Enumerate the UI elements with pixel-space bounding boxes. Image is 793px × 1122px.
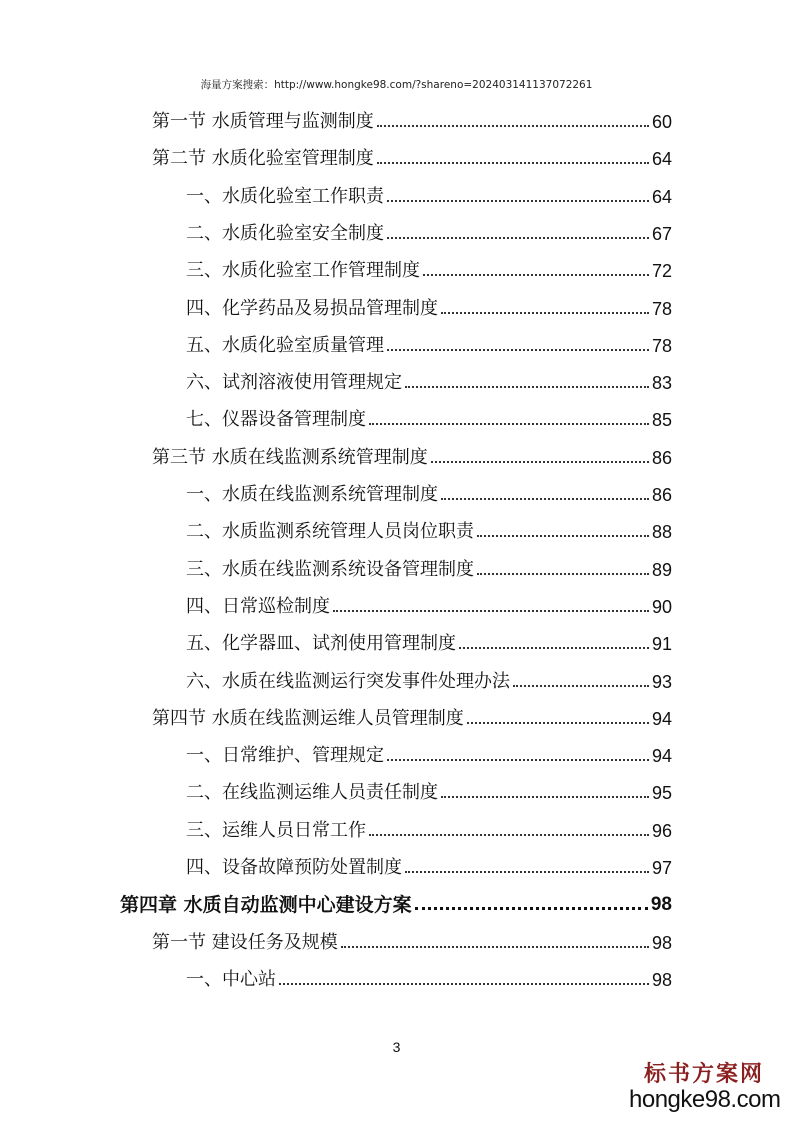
toc-entry-title: 一、日常维护、管理规定 <box>186 745 384 766</box>
toc-entry[interactable] <box>152 103 672 133</box>
toc-entry[interactable] <box>186 476 672 506</box>
toc-entry-title: 五、化学器皿、试剂使用管理制度 <box>186 633 456 654</box>
toc-entry-page: 93 <box>651 672 672 692</box>
toc-entry-page: 78 <box>651 299 672 319</box>
toc-dot-leader <box>441 312 649 314</box>
toc-entry[interactable] <box>186 513 672 543</box>
toc-entry[interactable] <box>186 290 672 320</box>
toc-dot-leader <box>377 162 649 164</box>
toc-entry-page: 85 <box>651 410 672 430</box>
toc-entry-page: 88 <box>651 522 672 542</box>
toc-dot-leader <box>279 983 649 985</box>
toc-entry[interactable] <box>152 700 672 730</box>
toc-dot-leader <box>333 610 649 612</box>
page-number: 3 <box>392 1039 401 1055</box>
toc-entry-title: 第四章 水质自动监测中心建设方案 <box>120 894 412 916</box>
toc-entry-page: 95 <box>651 783 672 803</box>
toc-entry[interactable] <box>186 812 672 842</box>
toc-entry[interactable] <box>186 737 672 767</box>
toc-dot-leader <box>369 423 649 425</box>
toc-entry-page: 91 <box>651 634 672 654</box>
watermark-en-text: hongke98.com <box>629 1086 781 1113</box>
toc-entry-title: 六、水质在线监测运行突发事件处理办法 <box>186 671 510 692</box>
toc-entry-title: 三、水质在线监测系统设备管理制度 <box>186 559 474 580</box>
toc-entry-title: 第一节 建设任务及规模 <box>152 932 338 953</box>
toc-dot-leader <box>431 461 649 463</box>
toc-entry-page: 64 <box>651 149 672 169</box>
toc-entry-page: 94 <box>651 709 672 729</box>
toc-entry-title: 二、在线监测运维人员责任制度 <box>186 782 438 803</box>
toc-entry-page: 86 <box>651 448 672 468</box>
toc-dot-leader <box>369 834 649 836</box>
toc-entry-title: 三、水质化验室工作管理制度 <box>186 260 420 281</box>
toc-entry-title: 第四节 水质在线监测运维人员管理制度 <box>152 708 464 729</box>
toc-entry[interactable] <box>186 774 672 804</box>
toc-entry-title: 一、中心站 <box>186 969 276 990</box>
toc-entry-page: 83 <box>651 373 672 393</box>
toc-entry-title: 一、水质在线监测系统管理制度 <box>186 484 438 505</box>
toc-entry-page: 72 <box>651 261 672 281</box>
toc-entry-page: 94 <box>651 746 672 766</box>
toc-dot-leader <box>441 498 649 500</box>
toc-dot-leader <box>467 722 649 724</box>
toc-entry-title: 二、水质化验室安全制度 <box>186 223 384 244</box>
toc-entry-page: 97 <box>651 858 672 878</box>
toc-dot-leader <box>477 573 649 575</box>
toc-entry-page: 67 <box>651 224 672 244</box>
toc-entry-title: 第三节 水质在线监测系统管理制度 <box>152 447 428 468</box>
toc-entry[interactable] <box>186 401 672 431</box>
toc-entry-page: 89 <box>651 560 672 580</box>
toc-entry-page: 96 <box>651 821 672 841</box>
toc-entry-title: 第二节 水质化验室管理制度 <box>152 148 374 169</box>
toc-dot-leader <box>441 796 649 798</box>
toc-dot-leader <box>477 535 649 537</box>
toc-entry[interactable] <box>152 140 672 170</box>
watermark-cn-text: 标书方案网 <box>643 1061 764 1087</box>
toc-entry-title: 六、试剂溶液使用管理规定 <box>186 372 402 393</box>
toc-entry-title: 一、水质化验室工作职责 <box>186 186 384 207</box>
toc-dot-leader <box>341 946 649 948</box>
toc-entry[interactable] <box>186 625 672 655</box>
toc-entry[interactable] <box>186 588 672 618</box>
toc-entry-page: 98 <box>651 970 672 990</box>
toc-dot-leader <box>405 386 649 388</box>
toc-entry[interactable] <box>152 924 672 954</box>
toc-entry-page: 98 <box>651 933 672 953</box>
toc-entry-title: 四、化学药品及易损品管理制度 <box>186 298 438 319</box>
toc-entry[interactable] <box>186 215 672 245</box>
toc-entry[interactable] <box>186 178 672 208</box>
toc-dot-leader <box>459 647 649 649</box>
toc-dot-leader <box>387 759 649 761</box>
toc-entry-title: 三、运维人员日常工作 <box>186 820 366 841</box>
toc-entry-title: 二、水质监测系统管理人员岗位职责 <box>186 521 474 542</box>
toc-entry[interactable] <box>120 886 672 916</box>
page-header-url: 海量方案搜索：http://www.hongke98.com/?shareno=202403141137072261 <box>200 79 593 91</box>
toc-entry-page: 78 <box>651 336 672 356</box>
toc-entry-page: 64 <box>651 187 672 207</box>
toc-entry-title: 四、设备故障预防处置制度 <box>186 857 402 878</box>
toc-dot-leader <box>405 871 649 873</box>
toc-entry[interactable] <box>152 439 672 469</box>
toc-entry-page: 86 <box>651 485 672 505</box>
toc-entry[interactable] <box>186 961 672 991</box>
toc-entry-page: 90 <box>651 597 672 617</box>
toc-dot-leader <box>423 274 649 276</box>
toc-entry-title: 五、水质化验室质量管理 <box>186 335 384 356</box>
toc-entry-page: 98 <box>650 894 672 915</box>
toc-entry[interactable] <box>186 364 672 394</box>
toc-dot-leader <box>387 349 649 351</box>
toc-entry[interactable] <box>186 551 672 581</box>
toc-entry[interactable] <box>186 849 672 879</box>
toc-entry[interactable] <box>186 663 672 693</box>
toc-entry[interactable] <box>186 252 672 282</box>
toc-entry-title: 第一节 水质管理与监测制度 <box>152 111 374 132</box>
toc-entry[interactable] <box>186 327 672 357</box>
watermark-logo <box>629 1057 779 1114</box>
toc-dot-leader <box>387 200 649 202</box>
toc-dot-leader <box>377 125 649 127</box>
toc-entry-title: 七、仪器设备管理制度 <box>186 409 366 430</box>
toc-entry-title: 四、日常巡检制度 <box>186 596 330 617</box>
toc-dot-leader <box>513 685 649 687</box>
toc-entry-page: 60 <box>651 112 672 132</box>
toc-dot-leader <box>387 237 649 239</box>
toc-dot-leader <box>415 907 648 910</box>
